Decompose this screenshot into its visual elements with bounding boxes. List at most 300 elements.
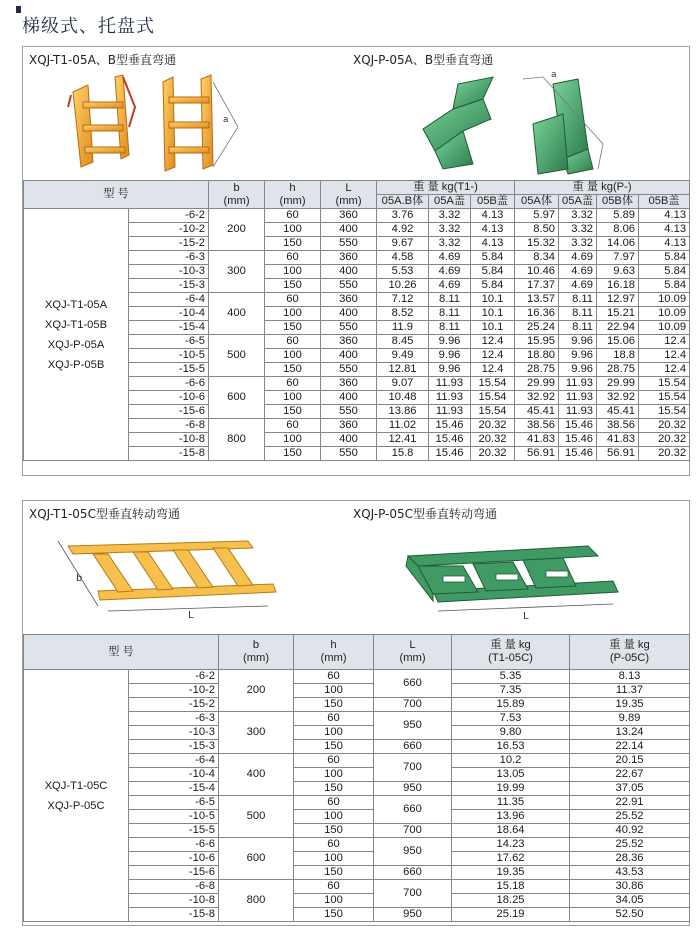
height-h: 100 bbox=[265, 223, 321, 237]
height-h: 150 bbox=[294, 740, 374, 754]
width-b: 500 bbox=[209, 335, 265, 377]
model-suffix: -10-5 bbox=[129, 349, 209, 363]
header2-model: 型 号 bbox=[24, 635, 219, 670]
model-suffix: -10-3 bbox=[129, 265, 209, 279]
model-suffix: -15-5 bbox=[129, 824, 219, 838]
length-l: 550 bbox=[321, 363, 377, 377]
weight-p: 11.37 bbox=[570, 684, 690, 698]
height-h: 60 bbox=[265, 251, 321, 265]
weight-value: 12.4 bbox=[639, 335, 690, 349]
weight-value: 20.32 bbox=[639, 447, 690, 461]
height-h: 150 bbox=[294, 698, 374, 712]
weight-value: 12.81 bbox=[377, 363, 429, 377]
model-suffix: -15-4 bbox=[129, 782, 219, 796]
model-name: XQJ-T1-05A bbox=[44, 298, 108, 311]
weight-value: 15.54 bbox=[639, 405, 690, 419]
weight-value: 10.1 bbox=[471, 307, 515, 321]
weight-value: 15.54 bbox=[639, 391, 690, 405]
weight-value: 38.56 bbox=[515, 419, 559, 433]
height-h: 60 bbox=[294, 670, 374, 684]
weight-value: 32.92 bbox=[515, 391, 559, 405]
header-model: 型 号 bbox=[24, 181, 209, 209]
header-b-label: b bbox=[233, 181, 240, 194]
weight-value: 13.86 bbox=[377, 405, 429, 419]
model-suffix: -10-2 bbox=[129, 684, 219, 698]
length-l: 550 bbox=[321, 321, 377, 335]
ladder-rotating-length-label: L bbox=[188, 610, 194, 621]
weight-p: 9.89 bbox=[570, 712, 690, 726]
weight-value: 9.96 bbox=[429, 363, 471, 377]
weight-value: 9.96 bbox=[559, 363, 597, 377]
weight-value: 4.13 bbox=[639, 209, 690, 223]
width-b: 500 bbox=[219, 796, 294, 838]
weight-value: 8.34 bbox=[515, 251, 559, 265]
weight-value: 15.46 bbox=[429, 433, 471, 447]
model-name: XQJ-T1-05C bbox=[44, 779, 108, 792]
weight-value: 5.84 bbox=[639, 279, 690, 293]
weight-value: 15.54 bbox=[471, 391, 515, 405]
weight-value: 15.21 bbox=[597, 307, 639, 321]
weight-value: 11.9 bbox=[377, 321, 429, 335]
weight-value: 4.13 bbox=[639, 223, 690, 237]
height-h: 150 bbox=[294, 866, 374, 880]
model-suffix: -6-6 bbox=[129, 377, 209, 391]
weight-value: 9.07 bbox=[377, 377, 429, 391]
height-h: 150 bbox=[294, 782, 374, 796]
length-l: 700 bbox=[374, 754, 452, 782]
header2-b-unit: (mm) bbox=[242, 652, 270, 664]
weight-value: 4.13 bbox=[471, 223, 515, 237]
weight-t1: 7.53 bbox=[452, 712, 570, 726]
width-b: 600 bbox=[219, 838, 294, 880]
subheader-5: 05B体 bbox=[597, 195, 639, 209]
weight-value: 9.96 bbox=[559, 335, 597, 349]
height-h: 150 bbox=[265, 363, 321, 377]
weight-value: 8.52 bbox=[377, 307, 429, 321]
weight-value: 14.06 bbox=[597, 237, 639, 251]
weight-p: 20.15 bbox=[570, 754, 690, 768]
weight-value: 12.4 bbox=[471, 349, 515, 363]
weight-t1: 16.53 bbox=[452, 740, 570, 754]
header2-h-unit: (mm) bbox=[320, 652, 347, 664]
weight-t1: 19.35 bbox=[452, 866, 570, 880]
section1-label-left: XQJ-T1-05A、B型垂直弯通 bbox=[29, 53, 177, 67]
weight-value: 10.09 bbox=[639, 293, 690, 307]
weight-p: 30.86 bbox=[570, 880, 690, 894]
width-b: 300 bbox=[219, 712, 294, 754]
weight-value: 10.48 bbox=[377, 391, 429, 405]
weight-value: 9.49 bbox=[377, 349, 429, 363]
model-suffix: -6-3 bbox=[129, 251, 209, 265]
weight-value: 29.99 bbox=[515, 377, 559, 391]
weight-value: 29.99 bbox=[597, 377, 639, 391]
weight-value: 20.32 bbox=[471, 447, 515, 461]
weight-value: 45.41 bbox=[515, 405, 559, 419]
weight-value: 25.24 bbox=[515, 321, 559, 335]
weight-t1: 15.18 bbox=[452, 880, 570, 894]
subheader-2: 05B盖 bbox=[471, 195, 515, 209]
length-l: 700 bbox=[374, 698, 452, 712]
weight-value: 5.84 bbox=[471, 279, 515, 293]
header2-h-label: h bbox=[330, 639, 337, 651]
length-l: 950 bbox=[374, 908, 452, 922]
weight-value: 15.46 bbox=[559, 447, 597, 461]
weight-t1: 18.25 bbox=[452, 894, 570, 908]
height-h: 150 bbox=[265, 237, 321, 251]
model-name: XQJ-P-05B bbox=[47, 358, 105, 371]
header2-weight-t1 bbox=[452, 635, 570, 670]
weight-p: 13.24 bbox=[570, 726, 690, 740]
weight-value: 4.69 bbox=[429, 251, 471, 265]
weight-value: 15.46 bbox=[429, 419, 471, 433]
length-l: 660 bbox=[374, 796, 452, 824]
tray-dimension-label: a bbox=[551, 70, 557, 80]
weight-value: 11.93 bbox=[429, 405, 471, 419]
weight-value: 5.84 bbox=[639, 265, 690, 279]
height-h: 60 bbox=[265, 377, 321, 391]
model-suffix: -10-8 bbox=[129, 894, 219, 908]
height-h: 100 bbox=[265, 349, 321, 363]
weight-t1: 13.96 bbox=[452, 810, 570, 824]
model-suffix: -15-5 bbox=[129, 363, 209, 377]
subheader-3: 05A体 bbox=[515, 195, 559, 209]
weight-value: 3.32 bbox=[429, 237, 471, 251]
model-suffix: -15-3 bbox=[129, 279, 209, 293]
weight-p: 40.92 bbox=[570, 824, 690, 838]
weight-value: 4.13 bbox=[639, 237, 690, 251]
weight-p: 25.52 bbox=[570, 838, 690, 852]
weight-p: 34.05 bbox=[570, 894, 690, 908]
weight-value: 8.11 bbox=[429, 321, 471, 335]
weight-value: 8.11 bbox=[559, 293, 597, 307]
table-row bbox=[24, 209, 690, 223]
weight-t1: 14.23 bbox=[452, 838, 570, 852]
model-suffix: -6-8 bbox=[129, 419, 209, 433]
weight-value: 28.75 bbox=[597, 363, 639, 377]
length-l: 400 bbox=[321, 391, 377, 405]
weight-value: 20.32 bbox=[471, 433, 515, 447]
weight-value: 12.97 bbox=[597, 293, 639, 307]
header-l-label: L bbox=[345, 181, 352, 194]
length-l: 400 bbox=[321, 307, 377, 321]
weight-value: 8.11 bbox=[559, 307, 597, 321]
model-suffix: -15-3 bbox=[129, 740, 219, 754]
section-vertical-bend bbox=[22, 46, 690, 476]
weight-t1: 15.89 bbox=[452, 698, 570, 712]
model-suffix: -6-4 bbox=[129, 293, 209, 307]
header2-weight-t1-unit: (T1-05C) bbox=[488, 652, 533, 664]
weight-value: 4.69 bbox=[559, 251, 597, 265]
weight-p: 43.53 bbox=[570, 866, 690, 880]
weight-value: 15.32 bbox=[515, 237, 559, 251]
header-weight-t1: 重 量 kg(T1-) bbox=[377, 181, 515, 195]
weight-value: 11.93 bbox=[559, 391, 597, 405]
weight-value: 4.69 bbox=[429, 279, 471, 293]
header2-l-unit: (mm) bbox=[399, 652, 426, 664]
weight-value: 20.32 bbox=[639, 419, 690, 433]
header-b-unit: (mm) bbox=[223, 194, 250, 207]
model-suffix: -10-5 bbox=[129, 810, 219, 824]
length-l: 360 bbox=[321, 335, 377, 349]
length-l: 360 bbox=[321, 209, 377, 223]
weight-value: 15.8 bbox=[377, 447, 429, 461]
length-l: 360 bbox=[321, 419, 377, 433]
weight-value: 10.46 bbox=[515, 265, 559, 279]
weight-p: 22.14 bbox=[570, 740, 690, 754]
header-l bbox=[321, 181, 377, 209]
height-h: 60 bbox=[265, 335, 321, 349]
weight-value: 3.32 bbox=[559, 209, 597, 223]
weight-value: 9.63 bbox=[597, 265, 639, 279]
header2-b bbox=[219, 635, 294, 670]
height-h: 150 bbox=[265, 279, 321, 293]
height-h: 150 bbox=[265, 405, 321, 419]
weight-t1: 18.64 bbox=[452, 824, 570, 838]
weight-value: 9.96 bbox=[429, 335, 471, 349]
length-l: 660 bbox=[374, 740, 452, 754]
weight-value: 7.12 bbox=[377, 293, 429, 307]
weight-value: 5.84 bbox=[639, 251, 690, 265]
weight-t1: 9.80 bbox=[452, 726, 570, 740]
page-title: 梯级式、托盘式 bbox=[22, 16, 155, 37]
length-l: 550 bbox=[321, 237, 377, 251]
weight-value: 15.46 bbox=[559, 433, 597, 447]
model-suffix: -10-3 bbox=[129, 726, 219, 740]
height-h: 100 bbox=[265, 307, 321, 321]
model-suffix: -15-4 bbox=[129, 321, 209, 335]
weight-value: 9.67 bbox=[377, 237, 429, 251]
weight-value: 15.46 bbox=[429, 447, 471, 461]
height-h: 60 bbox=[294, 712, 374, 726]
length-l: 360 bbox=[321, 377, 377, 391]
header-weight-p: 重 量 kg(P-) bbox=[515, 181, 690, 195]
model-suffix: -15-6 bbox=[129, 866, 219, 880]
model-suffix: -10-2 bbox=[129, 223, 209, 237]
weight-value: 45.41 bbox=[597, 405, 639, 419]
header2-weight-p-unit: (P-05C) bbox=[609, 652, 650, 664]
height-h: 60 bbox=[265, 419, 321, 433]
weight-value: 15.54 bbox=[471, 377, 515, 391]
weight-value: 10.09 bbox=[639, 307, 690, 321]
section-vertical-rotating-bend bbox=[22, 500, 690, 926]
length-l: 950 bbox=[374, 838, 452, 866]
ladder-bend-illustration bbox=[63, 67, 243, 177]
weight-value: 20.32 bbox=[639, 433, 690, 447]
model-suffix: -10-4 bbox=[129, 307, 209, 321]
spec-table-vertical-bend bbox=[23, 180, 690, 461]
weight-value: 20.32 bbox=[471, 419, 515, 433]
weight-value: 41.83 bbox=[597, 433, 639, 447]
model-suffix: -6-2 bbox=[129, 670, 219, 684]
weight-value: 16.18 bbox=[597, 279, 639, 293]
weight-value: 5.84 bbox=[471, 251, 515, 265]
height-h: 100 bbox=[265, 265, 321, 279]
weight-p: 22.67 bbox=[570, 768, 690, 782]
weight-p: 52.50 bbox=[570, 908, 690, 922]
weight-value: 13.57 bbox=[515, 293, 559, 307]
weight-t1: 13.05 bbox=[452, 768, 570, 782]
height-h: 100 bbox=[265, 391, 321, 405]
weight-value: 41.83 bbox=[515, 433, 559, 447]
length-l: 400 bbox=[321, 265, 377, 279]
subheader-6: 05B盖 bbox=[639, 195, 690, 209]
ladder-dimension-label: a bbox=[223, 115, 229, 125]
width-b: 300 bbox=[209, 251, 265, 293]
subheader-4: 05A盖 bbox=[559, 195, 597, 209]
height-h: 150 bbox=[265, 447, 321, 461]
model-suffix: -10-6 bbox=[129, 852, 219, 866]
weight-value: 11.02 bbox=[377, 419, 429, 433]
ladder-rotating-width-label: b bbox=[76, 573, 83, 584]
model-suffix: -15-8 bbox=[129, 447, 209, 461]
tray-rotating-length-label: L bbox=[523, 611, 529, 621]
model-suffix: -15-2 bbox=[129, 237, 209, 251]
length-l: 660 bbox=[374, 866, 452, 880]
weight-value: 15.46 bbox=[559, 419, 597, 433]
length-l: 360 bbox=[321, 293, 377, 307]
weight-value: 28.75 bbox=[515, 363, 559, 377]
weight-value: 4.13 bbox=[471, 237, 515, 251]
model-suffix: -6-2 bbox=[129, 209, 209, 223]
weight-t1: 19.99 bbox=[452, 782, 570, 796]
weight-value: 15.54 bbox=[639, 377, 690, 391]
weight-value: 15.54 bbox=[471, 405, 515, 419]
weight-value: 18.8 bbox=[597, 349, 639, 363]
length-l: 660 bbox=[374, 670, 452, 698]
length-l: 550 bbox=[321, 279, 377, 293]
weight-value: 18.80 bbox=[515, 349, 559, 363]
height-h: 60 bbox=[294, 880, 374, 894]
length-l: 950 bbox=[374, 782, 452, 796]
subheader-0: 05A.B体 bbox=[377, 195, 429, 209]
model-suffix: -6-8 bbox=[129, 880, 219, 894]
weight-value: 56.91 bbox=[515, 447, 559, 461]
header-b bbox=[209, 181, 265, 209]
model-name: XQJ-P-05C bbox=[47, 799, 105, 812]
height-h: 60 bbox=[294, 754, 374, 768]
weight-value: 12.41 bbox=[377, 433, 429, 447]
header2-h bbox=[294, 635, 374, 670]
header-h-label: h bbox=[289, 181, 296, 194]
weight-value: 15.06 bbox=[597, 335, 639, 349]
tray-rotating-illustration bbox=[388, 526, 628, 621]
weight-t1: 5.35 bbox=[452, 670, 570, 684]
model-suffix: -6-3 bbox=[129, 712, 219, 726]
model-suffix: -10-8 bbox=[129, 433, 209, 447]
length-l: 400 bbox=[321, 223, 377, 237]
weight-t1: 17.62 bbox=[452, 852, 570, 866]
weight-t1: 7.35 bbox=[452, 684, 570, 698]
weight-value: 15.95 bbox=[515, 335, 559, 349]
weight-t1: 10.2 bbox=[452, 754, 570, 768]
weight-value: 22.94 bbox=[597, 321, 639, 335]
weight-p: 22.91 bbox=[570, 796, 690, 810]
weight-value: 5.53 bbox=[377, 265, 429, 279]
height-h: 150 bbox=[294, 908, 374, 922]
length-l: 550 bbox=[321, 447, 377, 461]
section2-label-right: XQJ-P-05C型垂直转动弯通 bbox=[353, 507, 498, 521]
weight-value: 56.91 bbox=[597, 447, 639, 461]
weight-value: 3.32 bbox=[559, 237, 597, 251]
header2-l bbox=[374, 635, 452, 670]
height-h: 100 bbox=[265, 433, 321, 447]
height-h: 60 bbox=[265, 293, 321, 307]
weight-value: 12.4 bbox=[471, 335, 515, 349]
width-b: 400 bbox=[209, 293, 265, 335]
subheader-1: 05A盖 bbox=[429, 195, 471, 209]
header2-b-label: b bbox=[252, 639, 260, 651]
length-l: 400 bbox=[321, 433, 377, 447]
height-h: 150 bbox=[294, 824, 374, 838]
length-l: 550 bbox=[321, 405, 377, 419]
model-suffix: -15-2 bbox=[129, 698, 219, 712]
weight-value: 8.45 bbox=[377, 335, 429, 349]
weight-value: 4.69 bbox=[429, 265, 471, 279]
section1-label-right: XQJ-P-05A、B型垂直弯通 bbox=[353, 53, 494, 67]
width-b: 800 bbox=[219, 880, 294, 922]
title-mark bbox=[16, 6, 21, 13]
width-b: 800 bbox=[209, 419, 265, 461]
header-h-unit: (mm) bbox=[279, 194, 306, 207]
length-l: 400 bbox=[321, 349, 377, 363]
ladder-rotating-illustration bbox=[38, 526, 278, 621]
section2-label-left: XQJ-T1-05C型垂直转动弯通 bbox=[29, 507, 180, 521]
length-l: 360 bbox=[321, 251, 377, 265]
model-suffix: -15-8 bbox=[129, 908, 219, 922]
weight-value: 3.76 bbox=[377, 209, 429, 223]
height-h: 100 bbox=[294, 810, 374, 824]
table-row bbox=[24, 670, 690, 684]
height-h: 60 bbox=[265, 209, 321, 223]
height-h: 60 bbox=[294, 796, 374, 810]
weight-t1: 11.35 bbox=[452, 796, 570, 810]
weight-value: 5.84 bbox=[471, 265, 515, 279]
model-names-cell bbox=[24, 670, 129, 922]
height-h: 100 bbox=[294, 894, 374, 908]
weight-value: 4.58 bbox=[377, 251, 429, 265]
weight-value: 10.09 bbox=[639, 321, 690, 335]
model-suffix: -15-6 bbox=[129, 405, 209, 419]
weight-value: 8.11 bbox=[429, 293, 471, 307]
model-name: XQJ-T1-05B bbox=[44, 318, 108, 331]
weight-value: 12.4 bbox=[639, 349, 690, 363]
weight-value: 16.36 bbox=[515, 307, 559, 321]
model-suffix: -6-5 bbox=[129, 335, 209, 349]
weight-value: 10.1 bbox=[471, 321, 515, 335]
height-h: 100 bbox=[294, 852, 374, 866]
weight-value: 4.69 bbox=[559, 279, 597, 293]
header-h bbox=[265, 181, 321, 209]
height-h: 60 bbox=[294, 838, 374, 852]
weight-p: 25.52 bbox=[570, 810, 690, 824]
model-suffix: -6-6 bbox=[129, 838, 219, 852]
weight-value: 7.97 bbox=[597, 251, 639, 265]
model-suffix: -10-4 bbox=[129, 768, 219, 782]
weight-value: 4.92 bbox=[377, 223, 429, 237]
weight-value: 12.4 bbox=[639, 363, 690, 377]
weight-value: 8.11 bbox=[429, 307, 471, 321]
model-suffix: -10-6 bbox=[129, 391, 209, 405]
weight-t1: 25.19 bbox=[452, 908, 570, 922]
weight-value: 3.32 bbox=[429, 209, 471, 223]
weight-p: 37.05 bbox=[570, 782, 690, 796]
header-l-unit: (mm) bbox=[335, 194, 362, 207]
weight-value: 9.96 bbox=[429, 349, 471, 363]
weight-value: 12.4 bbox=[471, 363, 515, 377]
weight-value: 17.37 bbox=[515, 279, 559, 293]
spec-table-rotating-bend bbox=[23, 634, 690, 922]
weight-value: 5.89 bbox=[597, 209, 639, 223]
